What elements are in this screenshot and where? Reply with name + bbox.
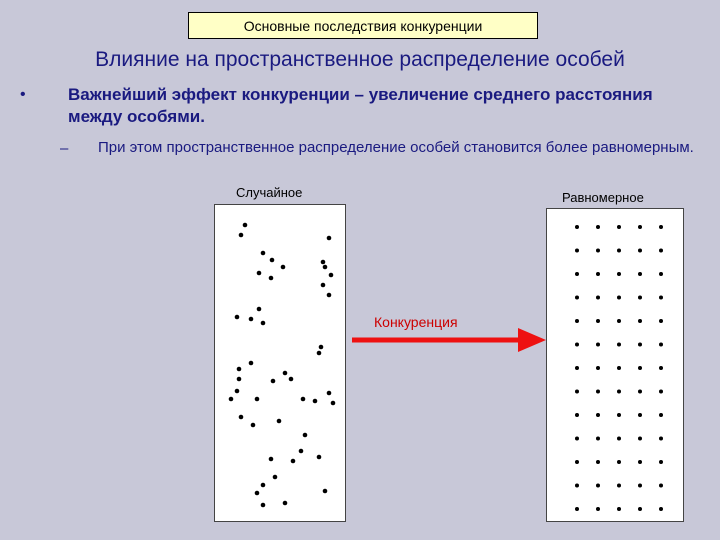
- uniform-dot: [617, 249, 621, 253]
- uniform-dot: [617, 413, 621, 417]
- uniform-dot: [659, 319, 663, 323]
- random-dot: [239, 415, 244, 420]
- slide-header-box: [188, 12, 538, 39]
- random-dot: [249, 317, 254, 322]
- uniform-dot: [575, 413, 579, 417]
- random-dot: [257, 271, 262, 276]
- uniform-dot: [596, 343, 600, 347]
- uniform-dot: [575, 343, 579, 347]
- uniform-dot: [659, 272, 663, 276]
- uniform-dot: [659, 390, 663, 394]
- random-dot: [257, 307, 262, 312]
- random-dot: [271, 379, 276, 384]
- random-dot: [323, 489, 328, 494]
- random-distribution-panel: [214, 204, 346, 522]
- uniform-dot: [659, 296, 663, 300]
- random-dot: [237, 377, 242, 382]
- random-dot: [299, 449, 304, 454]
- uniform-dot: [638, 460, 642, 464]
- random-dot: [255, 397, 260, 402]
- random-dot: [235, 315, 240, 320]
- bullet-marker: •: [20, 86, 26, 103]
- uniform-dot: [659, 460, 663, 464]
- random-dot: [323, 265, 328, 270]
- random-dot: [321, 260, 326, 265]
- random-dot: [277, 419, 282, 424]
- uniform-dot: [575, 460, 579, 464]
- random-dot: [313, 399, 318, 404]
- uniform-dot: [659, 366, 663, 370]
- random-dot: [270, 258, 275, 263]
- uniform-dot: [575, 319, 579, 323]
- uniform-dot: [575, 390, 579, 394]
- uniform-dot: [638, 319, 642, 323]
- uniform-dot: [596, 319, 600, 323]
- uniform-panel-label: Равномерное: [562, 190, 644, 205]
- uniform-dot: [596, 507, 600, 511]
- uniform-dot: [575, 249, 579, 253]
- sub-bullet-text: При этом пространственное распределение особей становится более равномерным.: [98, 139, 694, 156]
- random-dot: [261, 251, 266, 256]
- random-dot: [255, 491, 260, 496]
- random-dot: [327, 391, 332, 396]
- uniform-dot: [596, 225, 600, 229]
- uniform-dot: [596, 460, 600, 464]
- random-dot: [303, 433, 308, 438]
- uniform-dot: [638, 272, 642, 276]
- uniform-dot: [596, 272, 600, 276]
- random-dot: [273, 475, 278, 480]
- uniform-dot: [596, 249, 600, 253]
- random-dot: [229, 397, 234, 402]
- slide-title: Влияние на пространственное распределение особей: [95, 48, 625, 71]
- random-dot: [239, 233, 244, 238]
- bullet-text: Важнейший эффект конкуренции – увеличение среднего расстояния между особями.: [68, 85, 653, 126]
- random-dot: [317, 351, 322, 356]
- uniform-dot: [617, 460, 621, 464]
- uniform-dot: [596, 366, 600, 370]
- random-dot: [269, 276, 274, 281]
- random-dot: [327, 236, 332, 241]
- uniform-dot: [617, 272, 621, 276]
- random-dot: [321, 283, 326, 288]
- uniform-distribution-panel: [546, 208, 684, 522]
- uniform-dot: [617, 296, 621, 300]
- uniform-dot: [575, 366, 579, 370]
- uniform-dot: [659, 413, 663, 417]
- random-dot: [327, 293, 332, 298]
- random-dot: [237, 367, 242, 372]
- uniform-dot: [638, 484, 642, 488]
- arrow-head: [518, 328, 546, 352]
- uniform-dot: [575, 437, 579, 441]
- random-dot: [329, 273, 334, 278]
- uniform-dot: [659, 437, 663, 441]
- random-dot: [319, 345, 324, 350]
- random-dot: [269, 457, 274, 462]
- uniform-dot: [638, 413, 642, 417]
- random-dot: [291, 459, 296, 464]
- uniform-dot: [638, 507, 642, 511]
- uniform-dot: [638, 249, 642, 253]
- uniform-dot: [575, 507, 579, 511]
- uniform-dot: [596, 437, 600, 441]
- slide-header-text: Основные последствия конкуренции: [243, 17, 483, 34]
- uniform-dot: [659, 343, 663, 347]
- uniform-dot: [617, 225, 621, 229]
- random-dot: [331, 401, 336, 406]
- random-dot: [261, 483, 266, 488]
- random-dot: [243, 223, 248, 228]
- uniform-dot: [659, 507, 663, 511]
- random-dot: [251, 423, 256, 428]
- uniform-dot: [617, 319, 621, 323]
- random-dot: [235, 389, 240, 394]
- random-dot: [289, 377, 294, 382]
- uniform-dot: [596, 296, 600, 300]
- random-dot: [301, 397, 306, 402]
- random-dots: [215, 205, 347, 523]
- uniform-dot: [617, 507, 621, 511]
- uniform-dot: [596, 390, 600, 394]
- uniform-dot: [638, 366, 642, 370]
- uniform-dot: [659, 225, 663, 229]
- random-dot: [281, 265, 286, 270]
- random-dot: [261, 321, 266, 326]
- uniform-dot: [575, 296, 579, 300]
- uniform-dot: [617, 390, 621, 394]
- uniform-dot: [638, 296, 642, 300]
- random-dot: [249, 361, 254, 366]
- uniform-dot: [638, 225, 642, 229]
- random-panel-label: Случайное: [236, 185, 303, 200]
- uniform-dot: [638, 437, 642, 441]
- uniform-dot: [617, 484, 621, 488]
- uniform-dot: [638, 343, 642, 347]
- competition-arrow-label: Конкуренция: [374, 314, 458, 330]
- uniform-dot: [617, 343, 621, 347]
- uniform-dot: [575, 484, 579, 488]
- random-dot: [261, 503, 266, 508]
- uniform-dot: [575, 272, 579, 276]
- uniform-dots: [547, 209, 685, 523]
- uniform-dot: [659, 249, 663, 253]
- uniform-dot: [617, 437, 621, 441]
- random-dot: [317, 455, 322, 460]
- uniform-dot: [638, 390, 642, 394]
- uniform-dot: [659, 484, 663, 488]
- uniform-dot: [596, 484, 600, 488]
- uniform-dot: [575, 225, 579, 229]
- sub-bullet-marker: –: [60, 140, 69, 157]
- random-dot: [283, 371, 288, 376]
- random-dot: [283, 501, 288, 506]
- uniform-dot: [617, 366, 621, 370]
- uniform-dot: [596, 413, 600, 417]
